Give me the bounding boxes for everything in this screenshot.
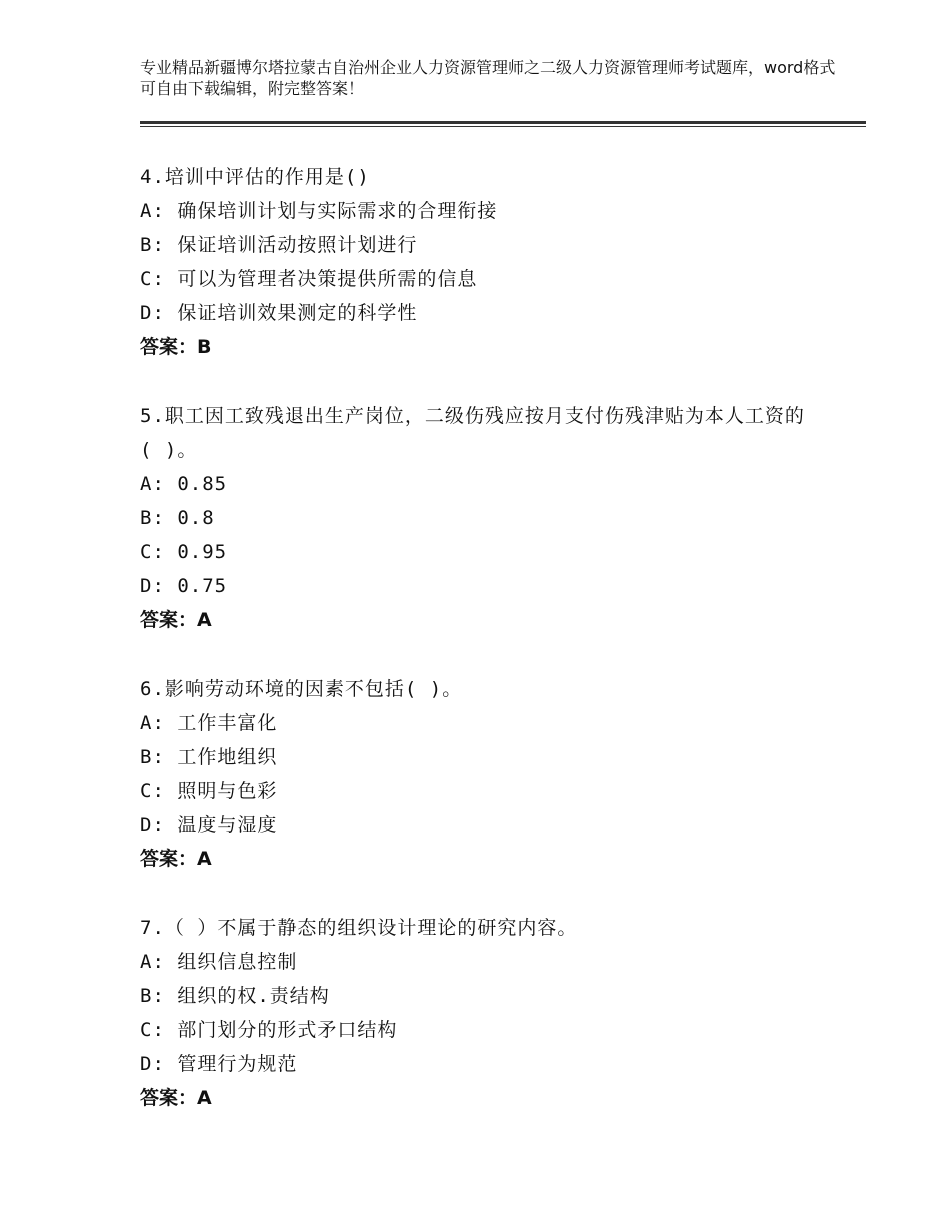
document-header — [140, 57, 840, 99]
answer-line — [140, 1081, 820, 1115]
option-c: C: 部门划分的形式矛口结构 — [140, 1019, 398, 1041]
option-b: B: 组织的权.责结构 — [140, 985, 330, 1007]
option-a: A: 确保培训计划与实际需求的合理衔接 — [140, 200, 498, 222]
option-c: C: 可以为管理者决策提供所需的信息 — [140, 268, 478, 290]
option-b: B: 工作地组织 — [140, 746, 278, 768]
question-block — [140, 160, 820, 364]
option-d: D: 0.75 — [140, 575, 228, 597]
option-d: D: 温度与湿度 — [140, 814, 278, 836]
question-block — [140, 672, 820, 876]
answer-value: A — [197, 609, 212, 631]
question-stem: 4.培训中评估的作用是() — [140, 166, 370, 188]
option-b: B: 保证培训活动按照计划进行 — [140, 234, 418, 256]
question-stem: 5.职工因工致残退出生产岗位，二级伤残应按月支付伤残津贴为本人工资的( )。 — [140, 405, 805, 461]
answer-line — [140, 330, 820, 364]
answer-value: A — [197, 848, 212, 870]
option-a: A: 组织信息控制 — [140, 951, 298, 973]
question-block — [140, 911, 820, 1115]
question-stem: 6.影响劳动环境的因素不包括( )。 — [140, 678, 463, 700]
option-c: C: 0.95 — [140, 541, 228, 563]
answer-line — [140, 603, 820, 637]
option-d: D: 保证培训效果测定的科学性 — [140, 302, 418, 324]
header-divider-thick — [140, 121, 866, 124]
header-divider-thin — [140, 126, 866, 127]
option-b: B: 0.8 — [140, 507, 215, 529]
answer-label: 答案： — [140, 609, 198, 631]
question-block — [140, 399, 820, 637]
answer-label: 答案： — [140, 336, 198, 358]
question-stem: 7.（ ）不属于静态的组织设计理论的研究内容。 — [140, 917, 578, 939]
answer-value: A — [197, 1087, 212, 1109]
answer-value: B — [197, 336, 212, 358]
answer-label: 答案： — [140, 1087, 198, 1109]
header-title: 专业精品新疆博尔塔拉蒙古自治州企业人力资源管理师之二级人力资源管理师考试题库，word格式可自由下载编辑，附完整答案！ — [140, 58, 836, 98]
option-c: C: 照明与色彩 — [140, 780, 278, 802]
option-a: A: 0.85 — [140, 473, 228, 495]
option-d: D: 管理行为规范 — [140, 1053, 298, 1075]
answer-line — [140, 842, 820, 876]
answer-label: 答案： — [140, 848, 198, 870]
option-a: A: 工作丰富化 — [140, 712, 278, 734]
